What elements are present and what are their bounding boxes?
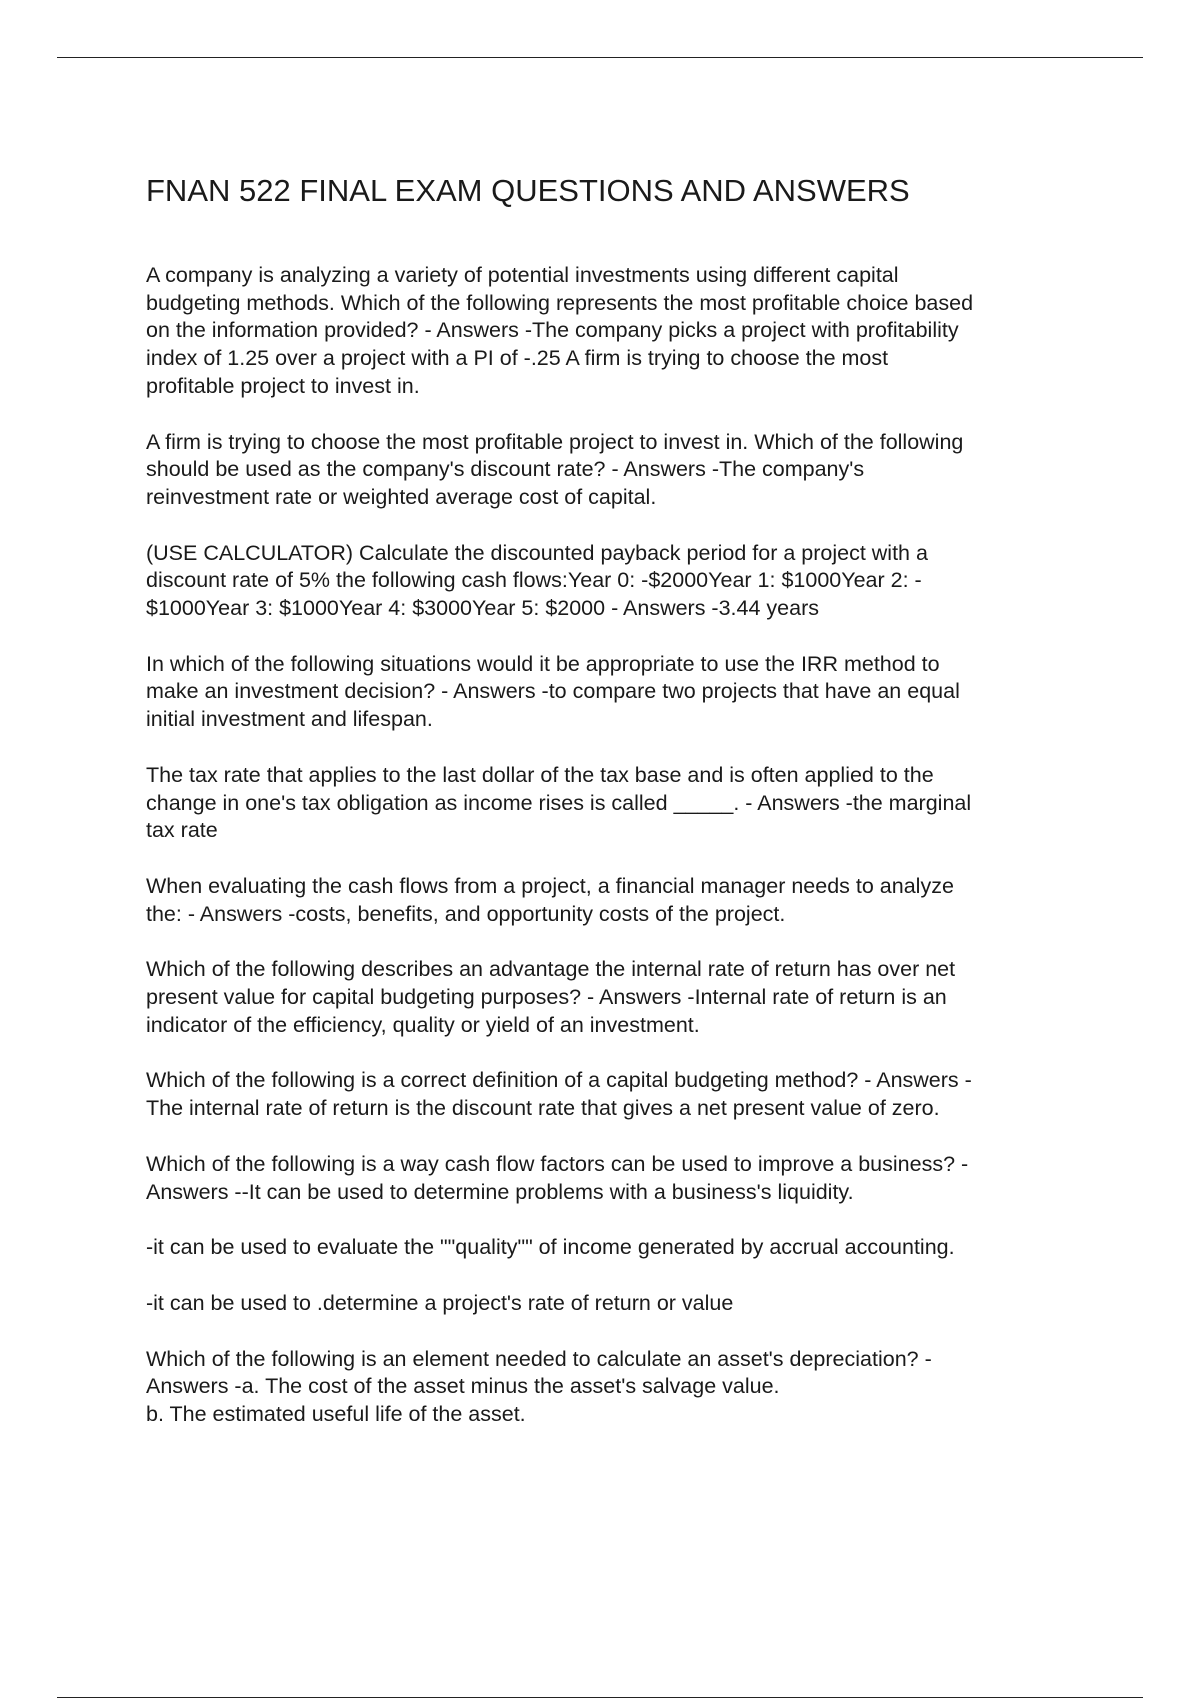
qa-paragraph-6 — [146, 873, 1086, 928]
paragraph-line: Which of the following is a correct definition of a capital budgeting method? - Answers - — [146, 1068, 972, 1093]
qa-paragraph-12 — [146, 1346, 1086, 1429]
paragraph-line: Answers -a. The cost of the asset minus the asset's salvage value. — [146, 1374, 780, 1399]
qa-paragraph-1 — [146, 262, 1086, 401]
paragraph-line: change in one's tax obligation as income rises is called _____. - Answers -the marginal — [146, 790, 972, 815]
paragraph-line: A firm is trying to choose the most profitable project to invest in. Which of the following — [146, 429, 964, 454]
paragraph-line: (USE CALCULATOR) Calculate the discounted payback period for a project with a — [146, 540, 928, 565]
qa-paragraph-4 — [146, 651, 1086, 734]
paragraph-line: index of 1.25 over a project with a PI of -.25 A firm is trying to choose the most — [146, 346, 889, 371]
document-title: FNAN 522 FINAL EXAM QUESTIONS AND ANSWERS — [146, 173, 910, 208]
paragraph-line: Answers --It can be used to determine problems with a business's liquidity. — [146, 1179, 854, 1204]
paragraph-line: When evaluating the cash flows from a project, a financial manager needs to analyze — [146, 873, 954, 898]
paragraph-line: initial investment and lifespan. — [146, 707, 433, 732]
qa-paragraph-10 — [146, 1234, 1086, 1262]
qa-paragraph-3 — [146, 540, 1086, 623]
qa-paragraph-8 — [146, 1067, 1086, 1122]
paragraph-line: -it can be used to evaluate the ""quality"" of income generated by accrual accounting. — [146, 1235, 955, 1260]
document-body — [146, 168, 1086, 1457]
paragraph-line: Which of the following is a way cash flow factors can be used to improve a business? - — [146, 1151, 969, 1176]
bottom-divider — [57, 1697, 1143, 1698]
paragraph-line: discount rate of 5% the following cash flows:Year 0: -$2000Year 1: $1000Year 2: - — [146, 568, 922, 593]
paragraph-line: on the information provided? - Answers -The company picks a project with profitability — [146, 318, 959, 343]
paragraph-line: the: - Answers -costs, benefits, and opportunity costs of the project. — [146, 901, 786, 926]
top-divider — [57, 57, 1143, 58]
paragraph-line: A company is analyzing a variety of potential investments using different capital — [146, 263, 899, 287]
paragraph-line: tax rate — [146, 818, 218, 843]
paragraph-line: should be used as the company's discount rate? - Answers -The company's — [146, 457, 865, 482]
paragraph-line: The internal rate of return is the discount rate that gives a net present value of zero. — [146, 1096, 940, 1121]
qa-paragraph-7 — [146, 956, 1086, 1039]
paragraph-line: b. The estimated useful life of the asset. — [146, 1402, 526, 1427]
paragraph-line: Which of the following is an element needed to calculate an asset's depreciation? - — [146, 1346, 932, 1371]
paragraph-line: reinvestment rate or weighted average cost of capital. — [146, 484, 657, 509]
paragraph-line: -it can be used to .determine a project's rate of return or value — [146, 1290, 734, 1315]
qa-paragraph-9 — [146, 1151, 1086, 1206]
qa-paragraph-11 — [146, 1290, 1086, 1318]
paragraph-line: indicator of the efficiency, quality or yield of an investment. — [146, 1012, 700, 1037]
paragraph-line: budgeting methods. Which of the following represents the most profitable choice based — [146, 290, 974, 315]
qa-paragraph-2 — [146, 429, 1086, 512]
paragraph-line: make an investment decision? - Answers -to compare two projects that have an equal — [146, 679, 960, 704]
paragraph-line: In which of the following situations would it be appropriate to use the IRR method to — [146, 651, 940, 676]
paragraph-line: The tax rate that applies to the last dollar of the tax base and is often applied to the — [146, 762, 934, 787]
paragraph-line: $1000Year 3: $1000Year 4: $3000Year 5: $2000 - Answers -3.44 years — [146, 596, 819, 621]
paragraph-line: profitable project to invest in. — [146, 373, 420, 398]
paragraph-line: Which of the following describes an advantage the internal rate of return has over net — [146, 957, 956, 982]
paragraph-line: present value for capital budgeting purposes? - Answers -Internal rate of return is an — [146, 985, 947, 1010]
qa-paragraph-5 — [146, 762, 1086, 845]
